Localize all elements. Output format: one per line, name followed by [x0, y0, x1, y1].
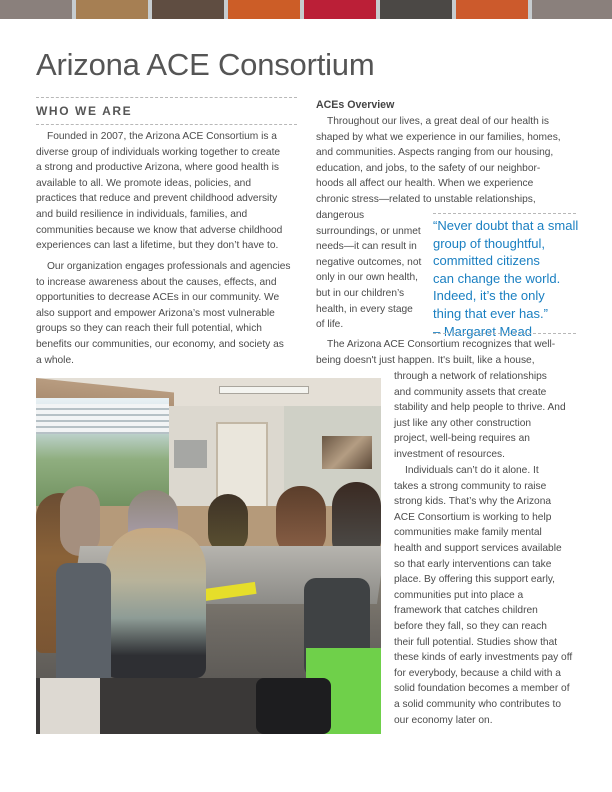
- section-heading-aces-overview: ACEs Overview: [316, 99, 395, 111]
- text-line: only in our own health,: [316, 272, 418, 284]
- text-line: a solid community who contributes to: [394, 698, 562, 710]
- text-line: project, well-being requires an: [394, 433, 530, 445]
- section-rule-top: [36, 97, 297, 98]
- text-line: experiences can last a lifetime, but they don’t have to.: [36, 240, 279, 252]
- text-line: their full potential. Studies show that: [394, 636, 558, 648]
- text-line: for everybody, because a child with a: [394, 667, 561, 679]
- photo-ceiling-light: [219, 386, 309, 394]
- text-line: The Arizona ACE Consortium recognizes that well-: [327, 339, 556, 350]
- text-line: a whole.: [36, 354, 74, 366]
- quote-line: “Never doubt that a small: [433, 218, 579, 233]
- aces-paragraph-3: [394, 463, 572, 728]
- text-line: negative outcomes, not: [316, 256, 422, 268]
- text-line: hoods all affect our health. When we experience: [316, 178, 534, 190]
- quote-line: thing that ever has.”: [433, 305, 548, 321]
- text-line: takes a strong community to raise: [394, 480, 547, 492]
- section-heading-who-we-are: WHO WE ARE: [36, 104, 133, 118]
- text-line: shaped by what we experience in our families, homes,: [316, 131, 561, 143]
- text-line: Founded in 2007, the Arizona ACE Consortium is a: [47, 131, 277, 142]
- text-line: education, and jobs, to the safety of our neighbor-: [316, 162, 541, 174]
- header-color-segment: [456, 0, 528, 19]
- text-line: investment of resources.: [394, 448, 505, 460]
- text-line: Our organization engages professionals and agencies: [47, 261, 291, 272]
- quote-line: can change the world.: [433, 270, 561, 286]
- text-line: also support and empower Arizona’s most vulnerable: [36, 307, 275, 319]
- text-line: just like any other construction: [394, 417, 532, 429]
- text-line: through a network of relationships: [394, 371, 547, 382]
- text-line: before they fall, so they can reach: [394, 620, 547, 632]
- text-line: but in our children’s: [316, 287, 405, 299]
- quote-attribution: – Margaret Mead: [433, 323, 532, 339]
- header-color-segment: [532, 0, 612, 19]
- photo-black-bag: [256, 678, 331, 734]
- text-line: available to all. We promote ideas, policies, and: [36, 177, 252, 189]
- text-line: strong kids. That’s why the Arizona: [394, 496, 552, 508]
- group-meeting-photo: [36, 378, 381, 734]
- text-line: dangerous: [316, 210, 365, 221]
- quote-rule-top: [433, 213, 576, 214]
- text-line: practices that reduce and prevent childhood adversity: [36, 193, 278, 205]
- quote-rule-bottom: [433, 333, 576, 334]
- text-line: chronic stress—related to unstable relationships,: [316, 193, 536, 205]
- text-line: place. By offering this support early,: [394, 574, 556, 586]
- aces-paragraph-1-narrow: [316, 208, 421, 333]
- photo-window-blinds: [36, 404, 169, 434]
- header-color-segment: [152, 0, 224, 19]
- header-color-bar: [0, 0, 612, 19]
- text-line: Individuals can’t do it alone. It: [405, 465, 539, 476]
- section-rule-bottom: [36, 124, 297, 125]
- text-line: and communities. Aspects ranging from our housing,: [316, 147, 554, 159]
- text-line: and community assets that create: [394, 386, 547, 398]
- text-line: groups so they can reach their full potential, which: [36, 323, 262, 335]
- header-color-segment: [228, 0, 300, 19]
- text-line: health, in every stage: [316, 303, 413, 315]
- text-line: opportunities to decrease ACEs in our community. We: [36, 292, 280, 304]
- text-line: solid foundation becomes a member of: [394, 683, 570, 695]
- photo-person-4: [208, 494, 248, 554]
- text-line: communities put into place a: [394, 589, 524, 601]
- text-line: being doesn't just happen. It's built, like a house,: [316, 354, 535, 366]
- aces-paragraph-2: [316, 337, 555, 368]
- who-we-are-paragraph-1: [36, 129, 282, 254]
- header-color-segment: [76, 0, 148, 19]
- text-line: so that early interventions can take: [394, 558, 552, 570]
- photo-person-foreground: [106, 528, 206, 678]
- pull-quote: [433, 217, 578, 340]
- text-line: diverse group of individuals working together to create: [36, 146, 281, 158]
- text-line: to increase awareness about the causes, effects, and: [36, 276, 277, 288]
- photo-wall-picture: [322, 436, 372, 469]
- text-line: of life.: [316, 319, 344, 331]
- quote-line: group of thoughtful,: [433, 235, 546, 251]
- who-we-are-paragraph-2: [36, 259, 291, 368]
- text-line: surroundings, or unmet: [316, 225, 421, 237]
- text-line: communities make family mental: [394, 527, 542, 539]
- text-line: and build resilience in individuals, families, and: [36, 208, 248, 220]
- text-line: needs—it can result in: [316, 241, 417, 253]
- text-line: stability and help people to thrive. And: [394, 402, 566, 414]
- text-line: framework that catches children: [394, 605, 538, 617]
- aces-paragraph-1: [316, 114, 561, 208]
- text-line: our economy later on.: [394, 714, 493, 726]
- header-color-segment: [304, 0, 376, 19]
- quote-line: committed citizens: [433, 253, 540, 269]
- text-line: a strong and productive Arizona, where good health is: [36, 162, 279, 174]
- header-color-segment: [0, 0, 72, 19]
- quote-line: Indeed, it’s the only: [433, 288, 545, 304]
- text-line: Throughout our lives, a great deal of our health is: [327, 116, 549, 127]
- text-line: ACE Consortium is working to help: [394, 511, 552, 523]
- photo-bulletin-board: [174, 440, 207, 468]
- text-line: communities because we know that adverse childhood: [36, 224, 283, 236]
- aces-paragraph-2-narrow: [394, 369, 566, 463]
- page-title: Arizona ACE Consortium: [36, 47, 375, 82]
- text-line: health and support services available: [394, 542, 562, 554]
- photo-white-tote: [40, 678, 100, 734]
- text-line: benefits our communities, our economy, and society as: [36, 338, 284, 350]
- text-line: these kinds of early investments pay off: [394, 652, 573, 664]
- header-color-segment: [380, 0, 452, 19]
